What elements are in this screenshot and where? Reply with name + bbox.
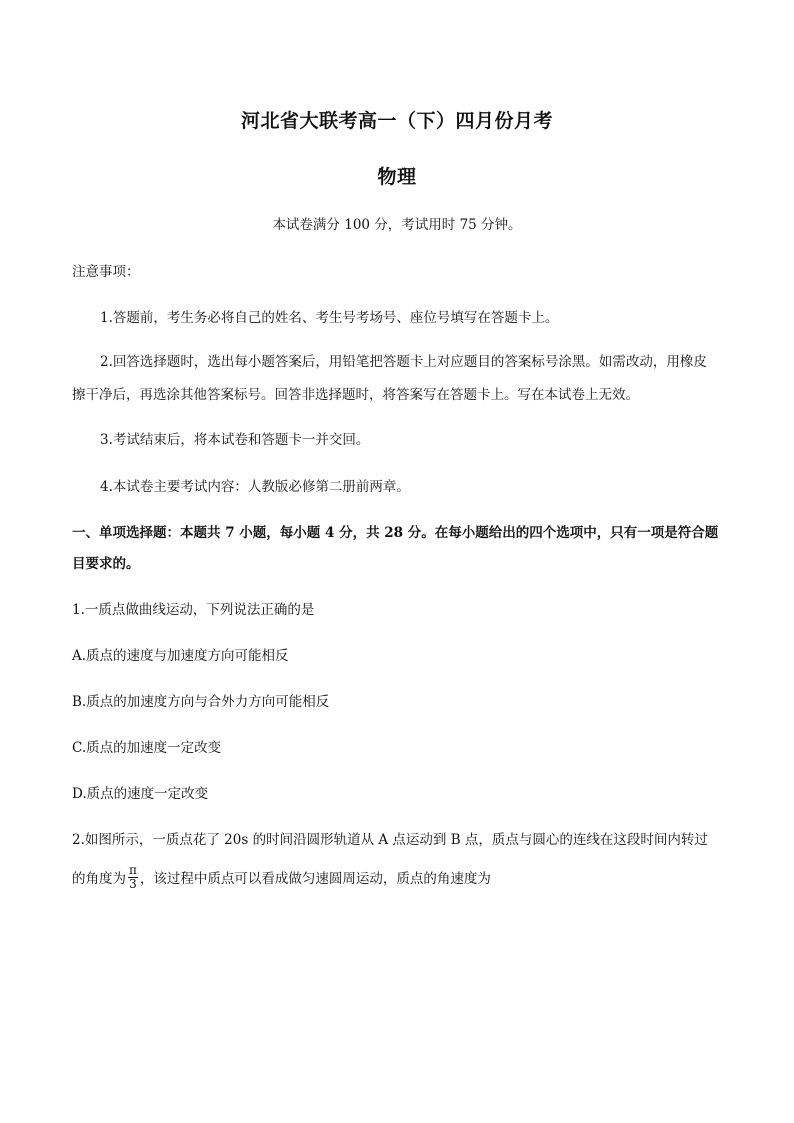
question-1-option-c: C.质点的加速度一定改变: [72, 740, 222, 756]
question-2-stem: 2.如图所示，一质点花了 20s 的时间沿圆形轨道从 A 点运动到 B 点，质点与圆心的连线在这段时间内转过: [72, 832, 708, 848]
question-2-text-after: ，该过程中质点可以看成做匀速圆周运动，质点的角速度为: [139, 871, 491, 887]
subject-title: 物理: [377, 166, 417, 188]
question-1-option-d: D.质点的速度一定改变: [72, 786, 209, 802]
notice-item-4: 4.本试卷主要考试内容：人教版必修第二册前两章。: [100, 479, 410, 495]
question-1-option-a: A.质点的速度与加速度方向可能相反: [72, 648, 289, 664]
exam-title: 河北省大联考高一（下）四月份月考: [240, 110, 553, 132]
section-heading-continued: 目要求的。: [72, 556, 140, 572]
exam-info: 本试卷满分 100 分，考试用时 75 分钟。: [272, 217, 522, 233]
notice-item-2: 2.回答选择题时，选出每小题答案后，用铅笔把答题卡上对应题目的答案标号涂黑。如需改动，用橡皮: [100, 354, 707, 370]
section-heading: 一、单项选择题：本题共 7 小题，每小题 4 分，共 28 分。在每小题给出的四个选项中，只有一项是符合题: [72, 525, 719, 541]
notice-item-2-continued: 擦干净后，再选涂其他答案标号。回答非选择题时，将答案写在答题卡上。写在本试卷上无效。: [72, 387, 639, 403]
fraction-denominator: 3: [129, 877, 137, 891]
notice-item-1: 1.答题前，考生务必将自己的姓名、考生号考场号、座位号填写在答题卡上。: [100, 310, 559, 326]
question-2-text-before: 的角度为: [72, 871, 126, 887]
notice-item-3: 3.考试结束后，将本试卷和答题卡一并交回。: [100, 432, 370, 448]
angle-fraction: [128, 864, 138, 891]
fraction-numerator: π: [129, 863, 137, 877]
notice-heading: 注意事项：: [72, 264, 140, 280]
question-1-option-b: B.质点的加速度方向与合外力方向可能相反: [72, 694, 330, 710]
question-1-stem: 1.一质点做曲线运动，下列说法正确的是: [72, 602, 315, 618]
question-2-stem-continued: [72, 863, 732, 893]
